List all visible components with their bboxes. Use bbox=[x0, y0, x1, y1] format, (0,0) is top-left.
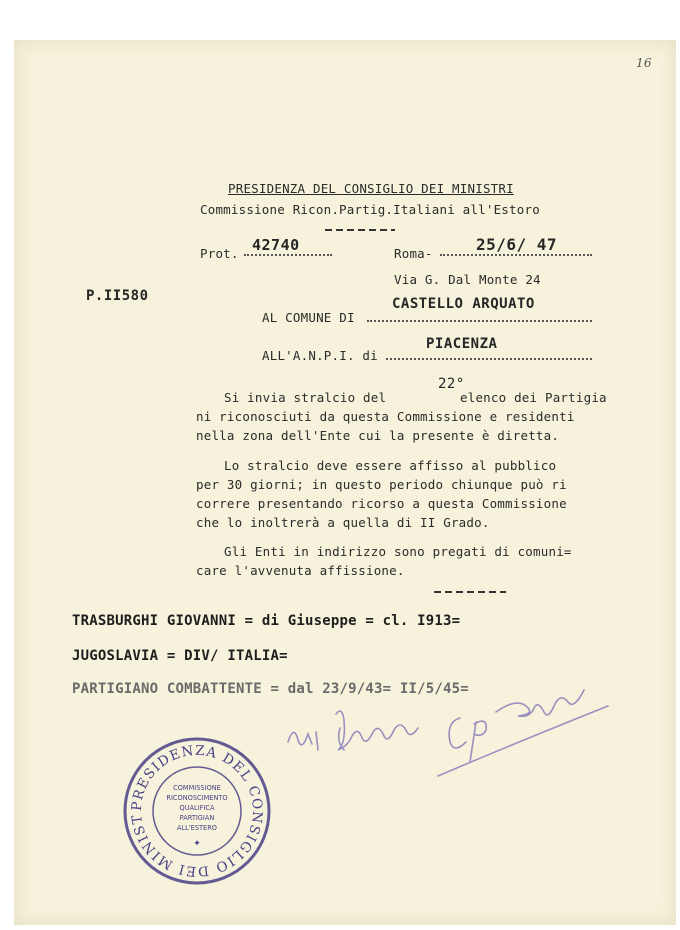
paragraph-2-line-2: per 30 giorni; in questo periodo chiunque può ri bbox=[196, 477, 567, 492]
body-divider bbox=[434, 591, 506, 593]
paragraph-3-line-2: care l'avvenuta affissione. bbox=[196, 563, 405, 578]
anpi-label: ALL'A.N.P.I. di bbox=[262, 348, 378, 363]
stamp-ring-text: PRESIDENZA DEL CONSIGLIO DEI MINIST bbox=[128, 742, 266, 880]
header-title: PRESIDENZA DEL CONSIGLIO DEI MINISTRI bbox=[228, 181, 514, 196]
entry-unit-line: JUGOSLAVIA = DIV/ ITALIA= bbox=[72, 648, 288, 664]
stamp-inner-line-1: COMMISSIONE bbox=[173, 784, 221, 792]
signature-graphic bbox=[270, 672, 620, 782]
stamp-inner-line-2: RICONOSCIMENTO bbox=[166, 794, 228, 802]
paragraph-1-line-2: ni riconosciuti da questa Commissione e residenti bbox=[196, 409, 575, 424]
official-stamp bbox=[122, 736, 272, 886]
letter-date: 25/6/ 47 bbox=[476, 235, 558, 254]
date-dots bbox=[440, 254, 592, 256]
stamp-inner-line-4: PARTIGIAN bbox=[179, 814, 215, 822]
paragraph-1-line-1b: elenco dei Partigia bbox=[460, 390, 607, 405]
comune-value: CASTELLO ARQUATO bbox=[392, 296, 535, 312]
anpi-dots bbox=[386, 358, 592, 360]
paragraph-2-line-3: correre presentando ricorso a questa Commissione bbox=[196, 496, 567, 511]
paragraph-2-line-4: che lo inoltrerà a quella di II Grado. bbox=[196, 515, 490, 530]
paragraph-2-line-1: Lo stralcio deve essere affisso al pubblico bbox=[224, 458, 557, 473]
prot-number: 42740 bbox=[252, 236, 300, 254]
anpi-value: PIACENZA bbox=[426, 336, 498, 352]
entry-status-line: PARTIGIANO COMBATTENTE = dal 23/9/43= II/5/45= bbox=[72, 681, 469, 697]
paragraph-1-line-1a: Si invia stralcio del bbox=[224, 390, 387, 405]
sender-address: Via G. Dal Monte 24 bbox=[394, 272, 541, 287]
comune-label: AL COMUNE DI bbox=[262, 310, 355, 325]
paragraph-3-line-1: Gli Enti in indirizzo sono pregati di comuni= bbox=[224, 544, 572, 559]
header-subtitle: Commissione Ricon.Partig.Italiani all'Estoro bbox=[200, 202, 540, 217]
entry-name-line: TRASBURGHI GIOVANNI = di Giuseppe = cl. I913= bbox=[72, 613, 461, 629]
stamp-inner-line-5: ALL'ESTERO bbox=[177, 824, 217, 832]
stamp-star-icon: ✦ bbox=[193, 839, 201, 849]
paragraph-1-line-3: nella zona dell'Ente cui la presente è diretta. bbox=[196, 428, 560, 443]
prot-dots bbox=[244, 254, 332, 256]
list-number: 22° bbox=[438, 376, 465, 392]
stamp-inner-line-3: QUALIFICA bbox=[179, 804, 215, 812]
comune-dots bbox=[367, 320, 592, 322]
page-number: 16 bbox=[636, 56, 652, 70]
reference-number: P.II580 bbox=[86, 288, 149, 304]
prot-label: Prot. bbox=[200, 246, 239, 261]
header-divider bbox=[325, 229, 395, 231]
place-label: Roma- bbox=[394, 246, 433, 261]
